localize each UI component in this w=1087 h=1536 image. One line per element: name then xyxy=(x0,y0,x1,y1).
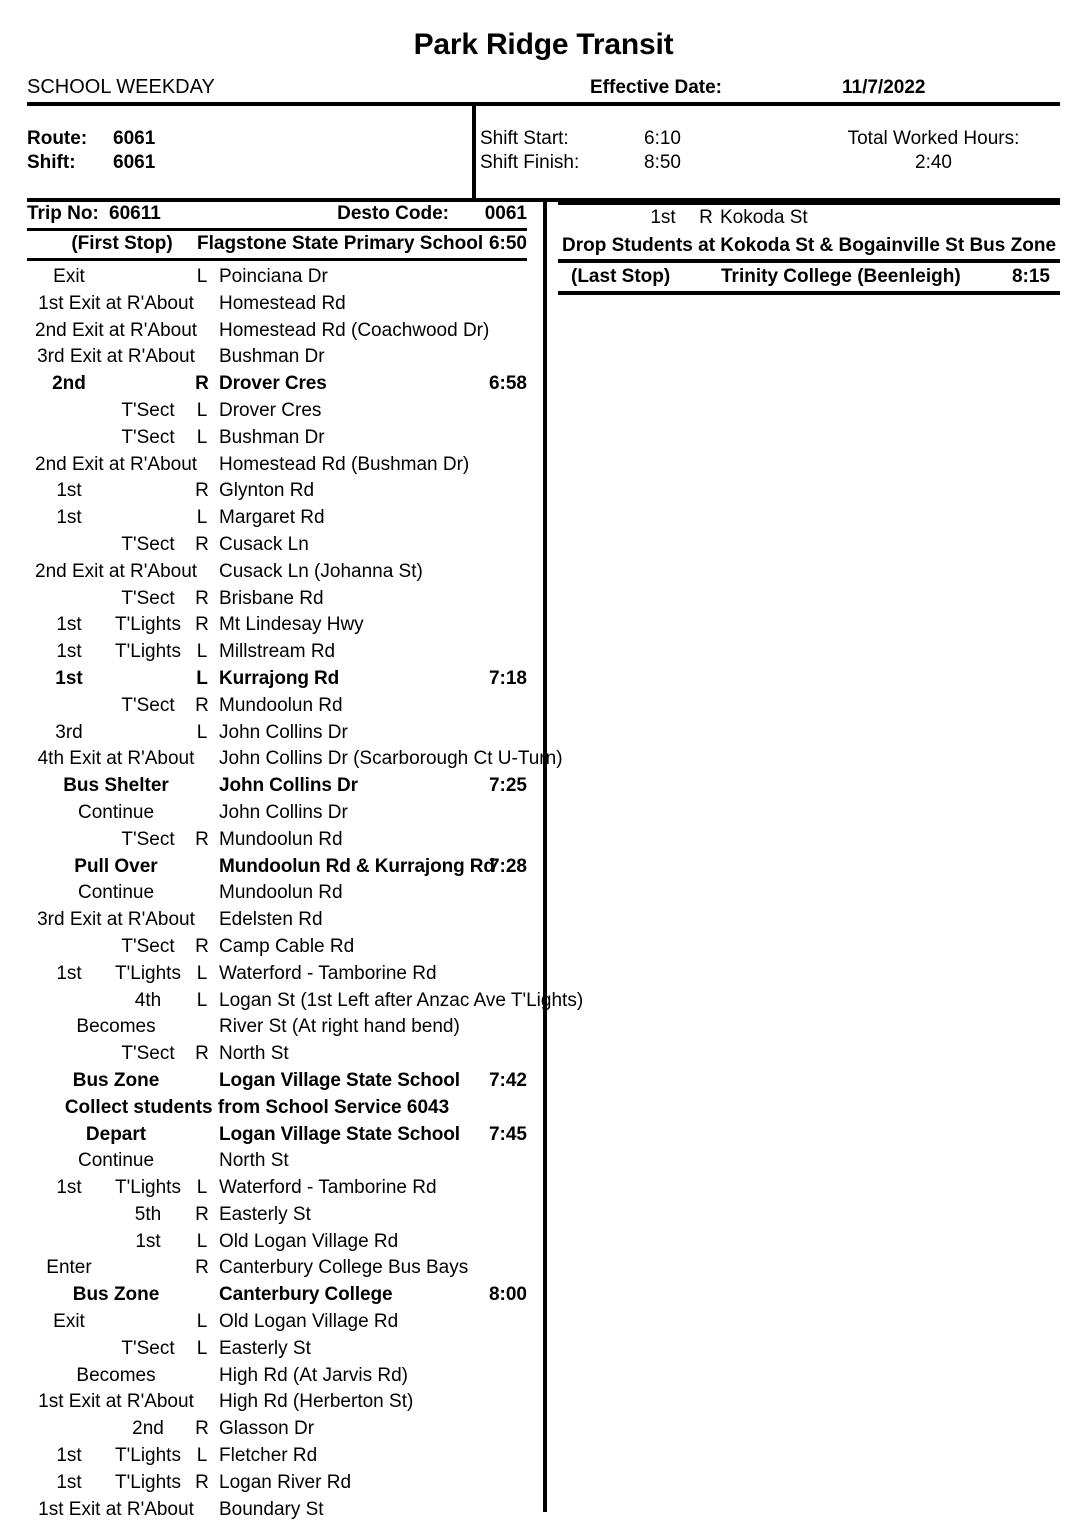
route-step-list xyxy=(27,265,584,1524)
step-street-name: Glynton Rd xyxy=(219,480,315,502)
step-street-name: Brisbane Rd xyxy=(219,587,324,609)
route-step-row xyxy=(27,881,527,908)
step-direction: R xyxy=(195,1418,209,1440)
step-street-name: North St xyxy=(219,1043,289,1065)
timed-stop-row xyxy=(27,1283,527,1310)
step-instruction: 1st Exit at R'About xyxy=(38,292,194,314)
step-instruction: 2nd Exit at R'About xyxy=(35,560,198,582)
step-street-name: Old Logan Village Rd xyxy=(219,1230,399,1252)
step-street-name: Logan River Rd xyxy=(219,1471,352,1493)
right-step-list xyxy=(558,205,1060,232)
step-junction-type: 5th xyxy=(134,1203,162,1225)
step-ordinal: 3rd xyxy=(55,721,83,743)
step-direction: R xyxy=(195,1203,209,1225)
route-step-row xyxy=(27,292,527,319)
step-street-name: High Rd (Herberton St) xyxy=(219,1391,414,1413)
route-step-row xyxy=(27,345,527,372)
step-ordinal: 1st xyxy=(56,1471,82,1493)
step-direction: R xyxy=(699,207,713,228)
step-street-name: Margaret Rd xyxy=(219,507,325,529)
step-junction-type: T'Lights xyxy=(115,1445,181,1467)
step-junction-type: 2nd xyxy=(132,1418,164,1440)
step-junction-type: T'Sect xyxy=(121,1043,175,1065)
route-step-row xyxy=(27,989,584,1016)
step-street-name: Canterbury College xyxy=(219,1284,393,1306)
step-street-name: River St (At right hand bend) xyxy=(219,1016,460,1038)
step-street-name: Easterly St xyxy=(219,1203,311,1225)
step-junction-type: T'Sect xyxy=(121,399,175,421)
day-type-label: SCHOOL WEEKDAY xyxy=(27,76,215,98)
route-step-row xyxy=(27,1149,527,1176)
step-ordinal: 1st xyxy=(56,614,82,636)
step-ordinal: 1st xyxy=(650,207,676,228)
effective-date-label: Effective Date: xyxy=(590,77,722,98)
step-street-name: Waterford - Tamborine Rd xyxy=(219,1177,437,1199)
route-step-row xyxy=(27,1417,527,1444)
step-direction: R xyxy=(195,480,209,502)
route-note-row xyxy=(27,1096,527,1123)
step-instruction: 2nd Exit at R'About xyxy=(35,319,198,341)
shift-start-value: 6:10 xyxy=(644,128,681,149)
route-step-row xyxy=(27,801,527,828)
total-worked-hours-label: Total Worked Hours: xyxy=(847,128,1020,149)
timed-stop-row xyxy=(27,1069,527,1096)
step-time: 8:00 xyxy=(488,1284,527,1306)
subheader xyxy=(27,70,1060,102)
step-instruction: Pull Over xyxy=(74,855,158,877)
trip-header-row xyxy=(27,202,527,228)
route-step-row xyxy=(27,1230,527,1257)
step-time: 7:42 xyxy=(488,1069,527,1091)
shift-finish-value: 8:50 xyxy=(644,152,681,173)
step-direction: L xyxy=(196,426,208,448)
route-step-row xyxy=(27,1176,527,1203)
route-value: 6061 xyxy=(113,128,156,149)
trip-no-value: 60611 xyxy=(109,203,161,224)
step-instruction: 1st Exit at R'About xyxy=(38,1498,194,1520)
step-street-name: John Collins Dr xyxy=(219,801,348,823)
route-step-row xyxy=(27,640,527,667)
step-instruction: Continue xyxy=(77,801,155,823)
step-street-name: Homestead Rd xyxy=(219,292,346,314)
step-junction-type: T'Sect xyxy=(121,935,175,957)
step-direction: R xyxy=(195,1257,209,1279)
step-ordinal: 1st xyxy=(56,480,82,502)
route-step-row xyxy=(27,962,527,989)
last-stop-time: 8:15 xyxy=(1011,266,1050,287)
total-worked-hours-value: 2:40 xyxy=(915,152,952,173)
desto-code-label: Desto Code: xyxy=(337,203,449,224)
step-junction-type: T'Sect xyxy=(121,533,175,555)
step-direction: R xyxy=(195,614,209,636)
step-direction: L xyxy=(196,667,208,689)
step-street-name: Bushman Dr xyxy=(219,346,325,368)
step-instruction: Becomes xyxy=(76,1364,156,1386)
step-junction-type: T'Lights xyxy=(115,1471,181,1493)
first-stop-kind: (First Stop) xyxy=(71,233,173,254)
step-ordinal: 1st xyxy=(56,641,82,663)
step-street-name: Homestead Rd (Bushman Dr) xyxy=(219,453,470,475)
first-stop-time: 6:50 xyxy=(488,233,527,254)
shift-value: 6061 xyxy=(113,152,156,173)
step-street-name: North St xyxy=(219,1150,289,1172)
step-direction: R xyxy=(195,828,209,850)
route-step-row xyxy=(27,1498,527,1525)
route-step-row xyxy=(27,506,527,533)
step-street-name: Canterbury College Bus Bays xyxy=(219,1257,469,1279)
step-junction-type: T'Lights xyxy=(115,614,181,636)
step-direction: L xyxy=(196,641,208,663)
timed-stop-row xyxy=(27,667,527,694)
step-street-name: Easterly St xyxy=(219,1337,311,1359)
step-instruction: Becomes xyxy=(76,1016,156,1038)
step-instruction: Continue xyxy=(77,1150,155,1172)
timed-stop-row xyxy=(27,774,527,801)
step-direction: L xyxy=(196,721,208,743)
step-instruction: Bus Shelter xyxy=(63,775,169,797)
step-street-name: Waterford - Tamborine Rd xyxy=(219,962,437,984)
route-step-row xyxy=(27,265,527,292)
step-time: 7:45 xyxy=(488,1123,527,1145)
timed-stop-row xyxy=(27,1123,527,1150)
step-street-name: Kurrajong Rd xyxy=(219,667,340,689)
route-step-row xyxy=(27,399,527,426)
step-street-name: Kokoda St xyxy=(720,207,808,228)
step-direction: L xyxy=(196,1337,208,1359)
route-step-row xyxy=(27,828,527,855)
step-junction-type: T'Sect xyxy=(121,1337,175,1359)
timed-stop-row xyxy=(27,855,527,882)
step-junction-type: T'Sect xyxy=(121,694,175,716)
route-step-row xyxy=(27,453,527,480)
left-column xyxy=(27,202,584,1524)
step-street-name: John Collins Dr xyxy=(219,721,348,743)
step-junction-type: T'Lights xyxy=(115,641,181,663)
last-stop-kind: (Last Stop) xyxy=(571,266,671,287)
step-street-name: Camp Cable Rd xyxy=(219,935,355,957)
step-junction-type: 4th xyxy=(134,989,162,1011)
desto-code-value: 0061 xyxy=(484,203,527,224)
step-direction: L xyxy=(196,266,208,287)
step-direction: L xyxy=(196,1177,208,1199)
route-step-row xyxy=(27,935,527,962)
step-direction: L xyxy=(196,1230,208,1252)
route-step-row xyxy=(27,319,527,346)
step-street-name: Boundary St xyxy=(219,1498,324,1520)
step-instruction: 2nd Exit at R'About xyxy=(35,453,198,475)
step-junction-type: T'Sect xyxy=(121,587,175,609)
step-direction: L xyxy=(196,989,208,1011)
route-step-row xyxy=(27,1015,527,1042)
step-time: 7:18 xyxy=(488,667,527,689)
step-direction: R xyxy=(195,587,209,609)
step-direction: R xyxy=(195,935,209,957)
step-direction: L xyxy=(196,962,208,984)
route-step-row xyxy=(27,1042,527,1069)
route-step-row xyxy=(27,721,527,748)
step-ordinal: Exit xyxy=(53,1311,85,1333)
step-street-name: Mundoolun Rd xyxy=(219,828,343,850)
step-direction: R xyxy=(195,1471,209,1493)
route-shift-block xyxy=(27,106,1060,198)
step-direction: R xyxy=(195,1043,209,1065)
step-street-name: Cusack Ln (Johanna St) xyxy=(219,560,423,582)
trip-no-label: Trip No: xyxy=(27,203,99,224)
route-step-row xyxy=(27,479,527,506)
route-step-row xyxy=(27,560,527,587)
step-street-name: Homestead Rd (Coachwood Dr) xyxy=(219,319,490,341)
last-stop-bottom-rule xyxy=(558,291,1060,295)
right-route-step-row xyxy=(558,205,1060,232)
route-step-row xyxy=(27,1390,527,1417)
step-instruction: 1st Exit at R'About xyxy=(38,1391,194,1413)
step-street-name: Logan Village State School xyxy=(219,1069,460,1091)
step-time: 7:28 xyxy=(488,855,527,877)
step-direction: R xyxy=(195,533,209,555)
route-step-row xyxy=(27,1364,527,1391)
step-direction: L xyxy=(196,1311,208,1333)
effective-date-value: 11/7/2022 xyxy=(842,77,926,98)
step-street-name: Millstream Rd xyxy=(219,641,336,663)
step-instruction: Bus Zone xyxy=(72,1284,160,1306)
step-direction: R xyxy=(195,694,209,716)
step-ordinal: 1st xyxy=(55,667,83,689)
step-street-name: Glasson Dr xyxy=(219,1418,315,1440)
step-junction-type: T'Lights xyxy=(115,1177,181,1199)
route-step-row xyxy=(27,613,527,640)
shift-start-label: Shift Start: xyxy=(480,128,569,149)
step-street-name: High Rd (At Jarvis Rd) xyxy=(219,1364,408,1386)
step-street-name: Logan Village State School xyxy=(219,1123,460,1145)
step-ordinal: 1st xyxy=(56,1445,82,1467)
step-ordinal: 1st xyxy=(56,1177,82,1199)
step-direction: L xyxy=(196,399,208,421)
step-junction-type: T'Lights xyxy=(115,962,181,984)
route-step-row xyxy=(27,1337,527,1364)
route-step-row xyxy=(27,1310,527,1337)
step-direction: R xyxy=(195,373,209,395)
step-ordinal: 1st xyxy=(56,962,82,984)
route-step-row xyxy=(27,1444,527,1471)
route-step-row xyxy=(27,587,527,614)
route-step-row xyxy=(27,908,527,935)
step-street-name: Cusack Ln xyxy=(219,533,309,555)
step-street-name: Drover Cres xyxy=(219,399,322,421)
route-step-row xyxy=(27,694,527,721)
step-street-name: Mt Lindesay Hwy xyxy=(219,614,364,636)
page-title: Park Ridge Transit xyxy=(413,28,674,61)
last-stop-name: Trinity College (Beenleigh) xyxy=(721,266,961,287)
step-street-name: Drover Cres xyxy=(219,373,327,395)
route-step-row xyxy=(27,747,563,774)
step-street-name: John Collins Dr (Scarborough Ct U-Turn) xyxy=(219,748,563,770)
step-street-name: Poinciana Dr xyxy=(219,266,328,287)
step-street-name: Logan St (1st Left after Anzac Ave T'Lights) xyxy=(219,989,584,1011)
step-junction-type: 1st xyxy=(135,1230,161,1252)
step-street-name: Bushman Dr xyxy=(219,426,325,448)
timed-stop-row xyxy=(27,372,527,399)
route-step-row xyxy=(27,1471,527,1498)
route-step-row xyxy=(27,426,527,453)
step-ordinal: Exit xyxy=(53,266,85,287)
step-street-name: Mundoolun Rd & Kurrajong Rd xyxy=(219,855,495,877)
step-instruction: 4th Exit at R'About xyxy=(37,748,195,770)
right-column xyxy=(558,202,1060,295)
step-ordinal: Enter xyxy=(46,1257,92,1279)
route-block-vertical-divider xyxy=(472,106,476,198)
step-instruction: 3rd Exit at R'About xyxy=(37,909,195,931)
step-direction: L xyxy=(196,1445,208,1467)
step-direction: L xyxy=(196,507,208,529)
step-street-name: Old Logan Village Rd xyxy=(219,1311,399,1333)
step-instruction: Continue xyxy=(77,882,155,904)
step-street-name: John Collins Dr xyxy=(219,775,358,797)
route-step-row xyxy=(27,1256,527,1283)
step-ordinal: 1st xyxy=(56,507,82,529)
shift-finish-label: Shift Finish: xyxy=(480,152,580,173)
route-step-row xyxy=(27,1203,527,1230)
column-vertical-divider xyxy=(543,202,547,1512)
step-street-name: Edelsten Rd xyxy=(219,909,323,931)
step-time: 7:25 xyxy=(488,775,527,797)
route-label: Route: xyxy=(27,128,88,149)
first-stop-row xyxy=(27,231,527,258)
step-instruction: Bus Zone xyxy=(72,1069,160,1091)
route-step-row xyxy=(27,533,527,560)
last-stop-row xyxy=(558,263,1060,291)
step-street-name: Mundoolun Rd xyxy=(219,882,343,904)
step-ordinal: 2nd xyxy=(52,373,86,395)
shift-label: Shift: xyxy=(27,152,76,173)
step-instruction: Depart xyxy=(85,1123,147,1145)
route-note-text: Collect students from School Service 6043 xyxy=(64,1096,450,1118)
step-time: 6:58 xyxy=(488,373,527,395)
step-instruction: 3rd Exit at R'About xyxy=(37,346,195,368)
first-stop-name: Flagstone State Primary School xyxy=(197,233,484,254)
step-junction-type: T'Sect xyxy=(121,828,175,850)
step-street-name: Mundoolun Rd xyxy=(219,694,343,716)
step-street-name: Fletcher Rd xyxy=(219,1445,318,1467)
step-junction-type: T'Sect xyxy=(121,426,175,448)
drop-students-note: Drop Students at Kokoda St & Bogainville St Bus Zone xyxy=(561,235,1057,256)
